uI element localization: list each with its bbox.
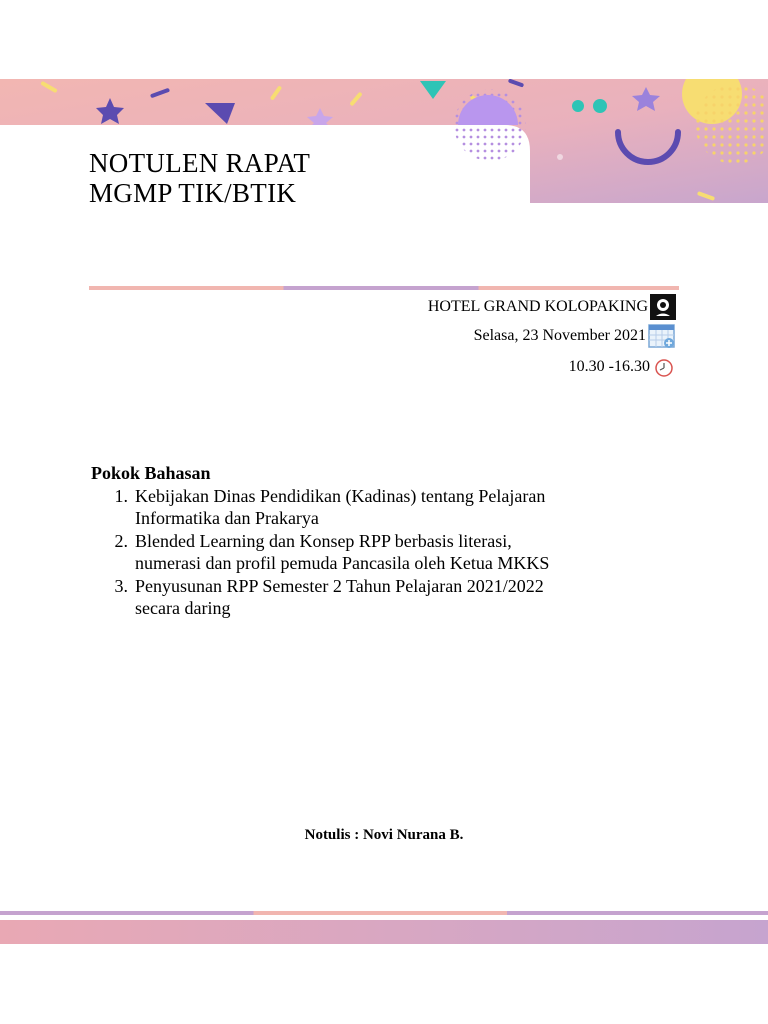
title-line-2: MGMP TIK/BTIK <box>89 178 297 208</box>
date-text: Selasa, 23 November 2021 <box>473 327 646 344</box>
footer-band <box>0 920 768 944</box>
divider-rule <box>89 286 679 290</box>
agenda-item <box>89 530 669 575</box>
agenda-item-line: Kebijakan Dinas Pendidikan (Kadinas) tentang Pelajaran <box>135 485 546 506</box>
agenda-item-line: Blended Learning dan Konsep RPP berbasis literasi, <box>135 530 512 551</box>
agenda-item-number: 3. <box>114 575 128 596</box>
agenda-item <box>89 485 669 530</box>
agenda-item-line: secara daring <box>135 598 231 618</box>
agenda-list <box>89 485 669 620</box>
agenda-item-number: 2. <box>114 530 128 551</box>
meta-location <box>428 294 676 320</box>
agenda-item-line: numerasi dan profil pemuda Pancasila oleh Ketua MKKS <box>135 553 550 573</box>
notulis-signature: Notulis : Novi Nurana B. <box>304 827 464 843</box>
title-line-1: NOTULEN RAPAT <box>89 148 311 178</box>
clock-icon <box>652 356 676 378</box>
agenda-section <box>89 462 669 620</box>
meta-date <box>474 323 676 349</box>
meta-time <box>569 356 676 378</box>
agenda-item-text <box>135 575 669 620</box>
calendar-icon <box>648 323 676 349</box>
agenda-heading: Pokok Bahasan <box>91 463 211 483</box>
agenda-item-text <box>135 530 669 575</box>
document-title <box>89 148 310 208</box>
location-text: HOTEL GRAND KOLOPAKING <box>427 298 648 315</box>
footer-rule <box>0 911 768 915</box>
agenda-item-text <box>135 485 669 530</box>
agenda-item-line: Informatika dan Prakarya <box>135 508 319 528</box>
location-pin-icon <box>650 294 676 320</box>
agenda-item-number: 1. <box>114 485 128 506</box>
agenda-item <box>89 575 669 620</box>
agenda-item-line: Penyusunan RPP Semester 2 Tahun Pelajaran 2021/2022 <box>135 575 544 596</box>
time-text: 10.30 -16.30 <box>568 358 650 375</box>
